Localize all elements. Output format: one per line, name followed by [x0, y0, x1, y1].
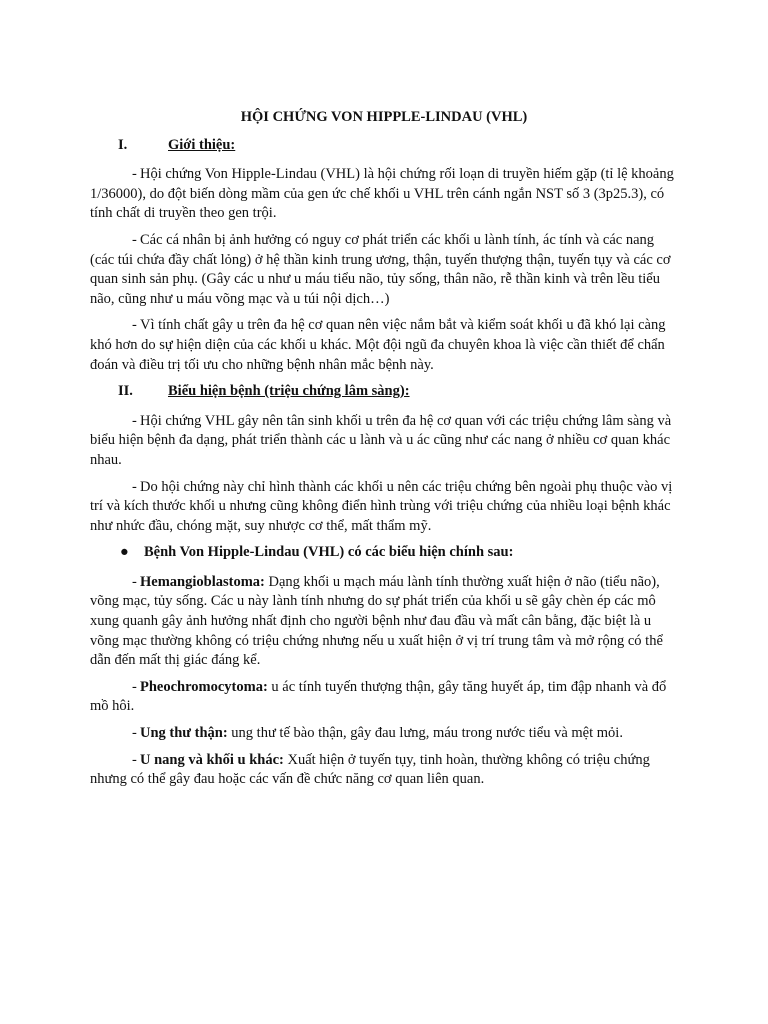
section-1-title: Giới thiệu:	[168, 136, 236, 153]
item-term: Pheochromocytoma:	[140, 678, 268, 695]
section-2-title: Biểu hiện bệnh (triệu chứng lâm sàng):	[168, 383, 410, 400]
paragraph	[90, 478, 678, 537]
list-item	[90, 678, 678, 717]
section-2-heading	[90, 382, 678, 402]
item-term: U nang và khối u khác:	[140, 751, 284, 768]
dash-marker: -	[132, 751, 137, 768]
item-text: ung thư tế bào thận, gây đau lưng, máu trong nước tiểu và mệt mỏi.	[227, 725, 623, 742]
dash-marker: -	[132, 412, 137, 429]
section-1-number: I.	[118, 136, 128, 153]
bullet-heading	[90, 543, 678, 563]
dash-marker: -	[132, 166, 137, 183]
item-text: Xuất hiện ở tuyến tụy, tinh hoàn, thường không có triệu chứng nhưng có thể gây đau hoặc các vấn đề chức năng cơ quan liên quan.	[90, 751, 650, 788]
dash-marker: -	[132, 678, 137, 695]
bullet-text: Bệnh Von Hipple-Lindau (VHL) có các biểu hiện chính sau:	[144, 544, 514, 561]
paragraph	[90, 316, 678, 375]
paragraph-text: Vì tính chất gây u trên đa hệ cơ quan nên việc nắm bắt và kiểm soát khối u đã khó lại càng khó hơn do sự hiện diện của các khối u khác. Một đội ngũ đa chuyên khoa là việc cần thiết để chẩn đoán và điều trị tối ưu cho những bệnh nhân mắc bệnh này.	[90, 317, 666, 373]
list-item	[90, 724, 678, 744]
list-item	[90, 573, 678, 671]
section-1-heading	[90, 136, 678, 156]
item-text: Dạng khối u mạch máu lành tính thường xuất hiện ở não (tiểu não), võng mạc, tủy sống. Các u này lành tính nhưng do sự phát triển của khối u sẽ gây chèn ép các mô xung quanh gây ảnh hưởng nhất định cho người bệnh như đau đầu và mất cân bằng, đặc biệt là u võng mạc thường không có triệu chứng nhưng nếu u xuất hiện ở vị trí trung tâm và mở rộng có thể dẫn đến mất thị giác đáng kể.	[90, 573, 663, 669]
paragraph	[90, 412, 678, 471]
dash-marker: -	[132, 478, 137, 495]
dash-marker: -	[132, 725, 137, 742]
dash-marker: -	[132, 317, 137, 334]
bullet-marker: ●	[120, 544, 129, 561]
document-title: HỘI CHỨNG VON HIPPLE-LINDAU (VHL)	[240, 109, 528, 125]
paragraph-text: Hội chứng Von Hipple-Lindau (VHL) là hội chứng rối loạn di truyền hiếm gặp (tỉ lệ khoảng 1/36000), do đột biến dòng mầm của gen ức chế khối u VHL trên cánh ngắn NST số 3 (3p25.3), có tính chất di truyền theo gen trội.	[90, 166, 674, 222]
item-term: Ung thư thận:	[140, 725, 228, 742]
document-page	[90, 108, 678, 797]
paragraph	[90, 231, 678, 309]
dash-marker: -	[132, 573, 137, 590]
section-2-number: II.	[118, 383, 133, 400]
paragraph-text: Hội chứng VHL gây nên tân sinh khối u trên đa hệ cơ quan với các triệu chứng lâm sàng và biểu hiện bệnh đa dạng, phát triển thành các u lành và u ác cũng như các nang ở nhiều cơ quan khác nhau.	[90, 412, 672, 468]
dash-marker: -	[132, 231, 137, 248]
list-item	[90, 751, 678, 790]
paragraph-text: Do hội chứng này chỉ hình thành các khối u nên các triệu chứng bên ngoài phụ thuộc vào vị trí và kích thước khối u nhưng cũng không điển hình trùng với triệu chứng của nhiều loại bệnh khác như nhức đầu, chóng mặt, suy nhược cơ thể, mất thẩm mỹ.	[90, 478, 673, 534]
item-text: u ác tính tuyến thượng thận, gây tăng huyết áp, tim đập nhanh và đổ mồ hôi.	[90, 678, 667, 715]
item-term: Hemangioblastoma:	[140, 573, 265, 590]
paragraph-text: Các cá nhân bị ảnh hưởng có nguy cơ phát triển các khối u lành tính, ác tính và các nang (các túi chứa đầy chất lỏng) ở hệ thần kinh trung ương, thận, tuyến thượng thận, tuyến tụy và các cơ quan sinh sản phụ. (Gây các u như u máu tiểu não, tủy sống, thân não, rễ thần kinh và trên lều tiểu não, cũng như u máu võng mạc và u túi nội dịch…)	[90, 231, 671, 307]
paragraph	[90, 165, 678, 224]
